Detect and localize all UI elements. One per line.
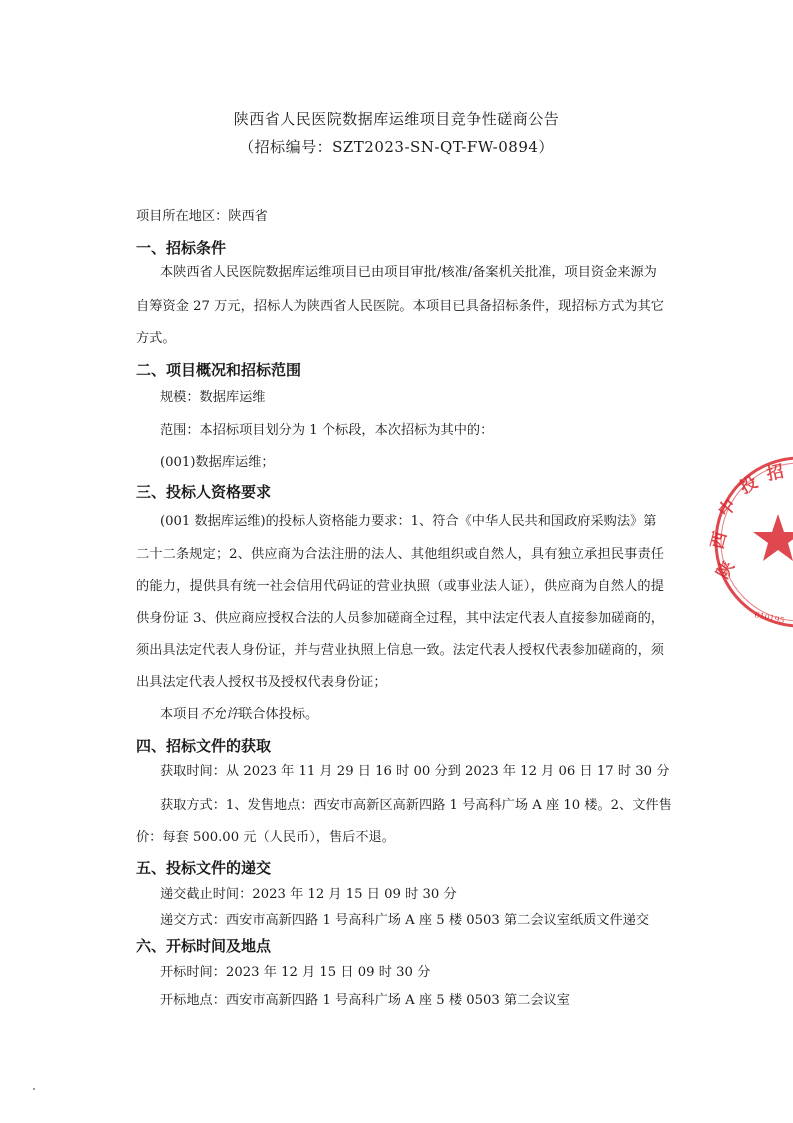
section-heading-4: 四、招标文件的获取 xyxy=(136,737,272,755)
document-title: 陕西省人民医院数据库运维项目竞争性磋商公告 xyxy=(233,110,560,128)
section-heading-1: 一、招标条件 xyxy=(136,239,227,257)
paragraph-line: 递交方式：西安市高新四路 1 号高科广场 A 座 5 楼 0503 第二会议室纸质文件递交 xyxy=(160,913,650,928)
paragraph-line: 须出具法定代表人身份证，并与营业执照上信息一致。法定代表人授权代表参加磋商的，须 xyxy=(136,643,664,658)
paragraph-line: 开标时间：2023 年 12 月 15 日 09 时 30 分 xyxy=(160,965,431,980)
project-region: 项目所在地区：陕西省 xyxy=(136,209,268,224)
paragraph-line: 二十二条规定；2、供应商为合法注册的法人、其他组织或自然人，具有独立承担民事责任 xyxy=(136,547,664,562)
paragraph-line: (001)数据库运维； xyxy=(160,455,275,470)
paragraph-line: 获取时间：从 2023 年 11 月 29 日 16 时 00 分到 2023 年 12 月 06 日 17 时 30 分 xyxy=(160,764,670,779)
paragraph-line: 供身份证 3、供应商应授权合法的人员参加磋商全过程，其中法定代表人直接参加磋商的， xyxy=(136,611,664,626)
section-heading-3: 三、投标人资格要求 xyxy=(136,483,272,501)
seal-char: 招 xyxy=(764,461,786,485)
paragraph-line: 递交截止时间：2023 年 12 月 15 日 09 时 30 分 xyxy=(160,887,457,902)
seal-char: 西 xyxy=(707,529,732,552)
consortium-prefix: 本项目 xyxy=(160,707,200,722)
seal-char: 陕 xyxy=(713,557,739,583)
bid-number: （招标编号：SZT2023-SN-QT-FW-0894） xyxy=(239,138,554,156)
paragraph-line: 范围：本招标项目划分为 1 个标段，本次招标为其中的： xyxy=(160,423,494,438)
official-seal xyxy=(700,452,793,632)
seal-graphic xyxy=(700,452,793,632)
seal-char: 中 xyxy=(714,495,741,522)
paragraph-line: 获取方式：1、发售地点：西安市高新区高新四路 1 号高科广场 A 座 10 楼。2、文件售 xyxy=(160,798,672,813)
seal-char: 投 xyxy=(736,472,762,499)
paragraph-line: 开标地点：西安市高新四路 1 号高科广场 A 座 5 楼 0503 第二会议室 xyxy=(160,993,570,1008)
consortium-emphasis: 不允许 xyxy=(199,707,240,722)
paragraph-line: 方式。 xyxy=(136,331,176,346)
section-heading-6: 六、开标时间及地点 xyxy=(136,937,272,955)
paragraph-line: 规模：数据库运维 xyxy=(160,390,266,405)
consortium-suffix: 联合体投标。 xyxy=(239,707,319,722)
consortium-note xyxy=(160,706,318,724)
paragraph-line: 价：每套 500.00 元（人民币），售后不退。 xyxy=(136,830,395,845)
seal-star-icon xyxy=(753,514,793,561)
paragraph-line: 自筹资金 27 万元，招标人为陕西省人民医院。本项目已具备招标条件，现招标方式为其它 xyxy=(136,299,664,314)
section-heading-2: 二、项目概况和招标范围 xyxy=(136,361,302,379)
paragraph-line: (001 数据库运维)的投标人资格能力要求：1、符合《中华人民共和国政府采购法》第 xyxy=(160,514,657,529)
scan-speck xyxy=(33,1088,35,1090)
paragraph-line: 本陕西省人民医院数据库运维项目已由项目审批/核准/备案机关批准，项目资金来源为 xyxy=(160,265,657,280)
section-heading-5: 五、投标文件的递交 xyxy=(136,859,272,877)
paragraph-line: 的能力，提供具有统一社会信用代码证的营业执照（或事业法人证），供应商为自然人的提 xyxy=(136,579,664,594)
seal-number: 610195 xyxy=(753,610,786,626)
paragraph-line: 出具法定代表人授权书及授权代表身份证； xyxy=(136,675,387,690)
